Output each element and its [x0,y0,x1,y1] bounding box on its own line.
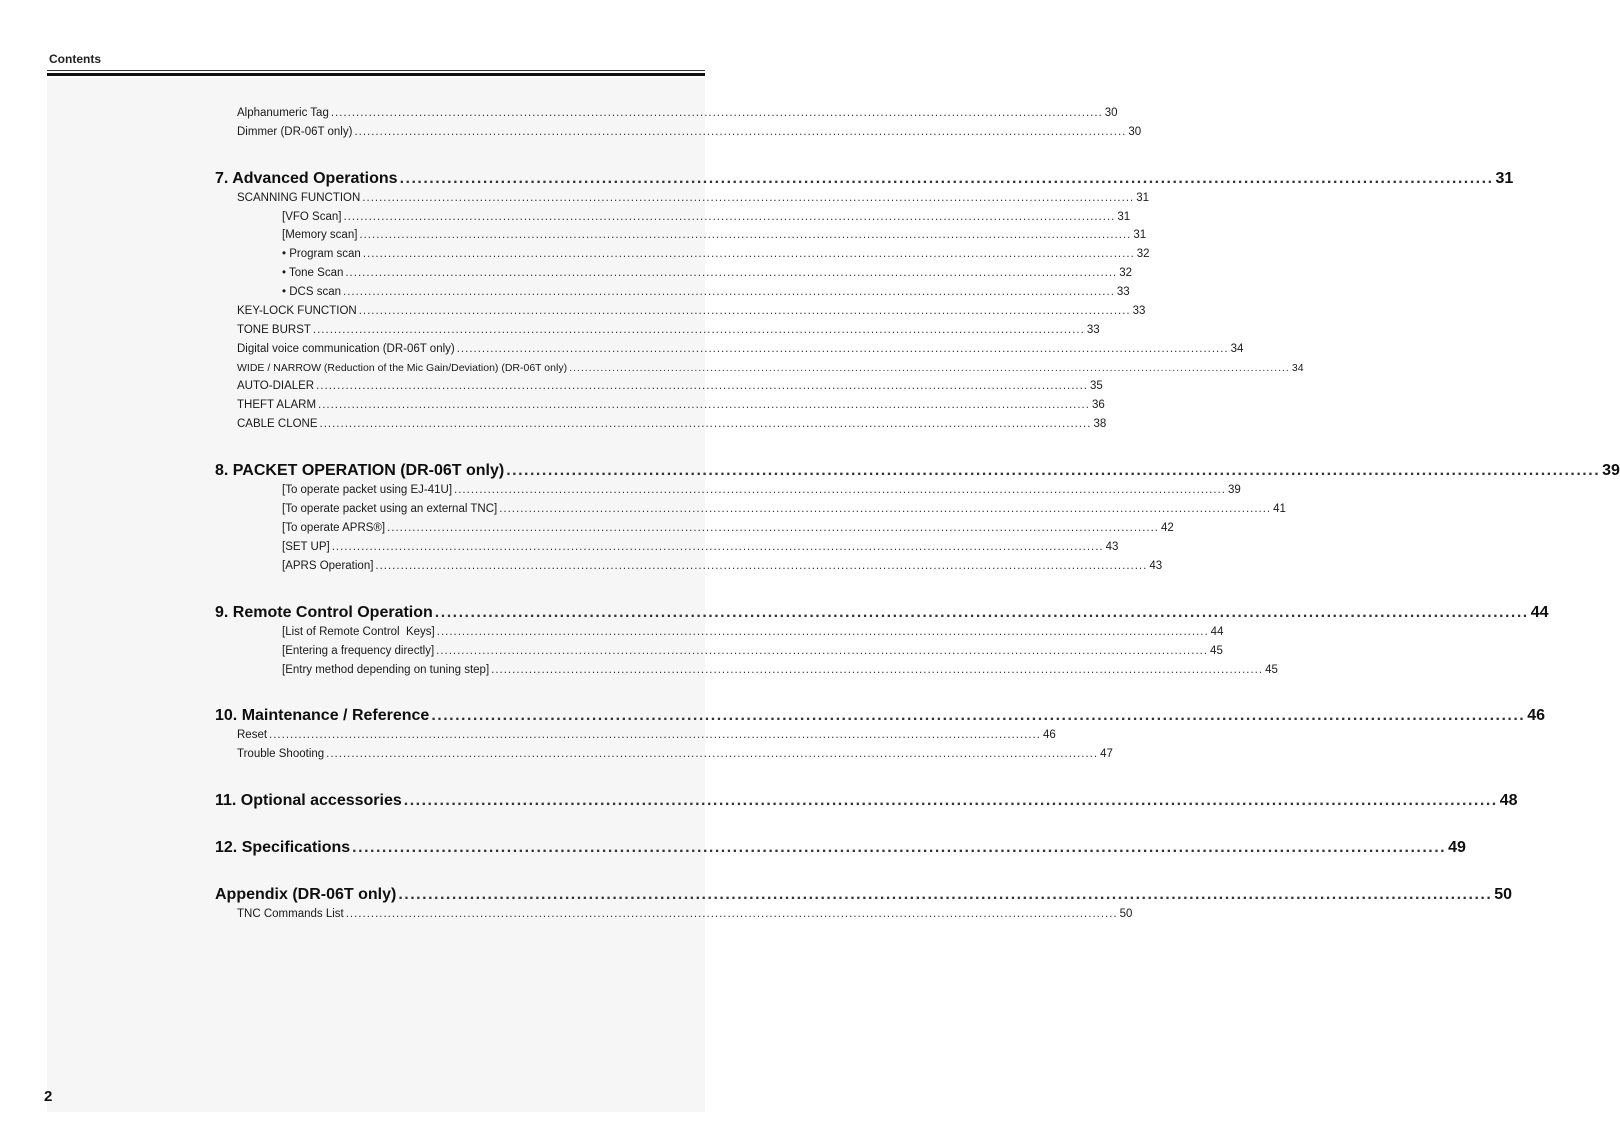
toc-entry-page: 31 [1133,229,1147,241]
toc-entry-title: Trouble Shooting [237,748,325,760]
dot-leader: ........................................................................................................................................................................................ [499,503,1272,515]
dot-leader: ........................................................................................................................................................................................ [456,343,1229,355]
dot-leader: ........................................................................................................................................................................................ [436,626,1209,638]
toc-entry-page: 36 [1091,399,1105,411]
dot-leader: ........................................................................................................................................................................................ [358,305,1131,317]
toc-section-title: Appendix (DR-06T only) [215,886,397,903]
toc-entry[interactable] [237,729,1056,741]
toc-section-heading[interactable] [215,170,1514,188]
toc-entry-page: 46 [1042,729,1056,741]
toc-entry-page: 41 [1273,503,1286,515]
toc-entry-title: Reset [237,729,268,741]
toc-entry[interactable] [282,541,1119,553]
toc-entry[interactable] [237,380,1103,392]
toc-entry-title: [To operate packet using EJ-41U] [282,484,453,496]
toc-section-title: 9. Remote Control Operation [215,604,433,621]
toc-section-heading[interactable] [215,886,1513,904]
dot-leader: ........................................................................................................................................................................................ [330,107,1103,119]
toc-entry-page: 39 [1227,484,1241,496]
dot-leader: ........................................................................................................................................................................................ [352,839,1447,856]
toc-entry[interactable] [237,343,1244,355]
toc-entry[interactable] [282,286,1130,298]
toc-entry-title: [Memory scan] [282,229,358,241]
toc-section-page: 44 [1530,604,1549,621]
toc-entry-title: AUTO-DIALER [237,380,315,392]
dot-leader: ........................................................................................................................................................................................ [491,664,1264,676]
toc-entry[interactable] [237,908,1133,920]
toc-entry-page: 38 [1093,418,1107,430]
page-number: 2 [44,1088,53,1105]
toc-entry-page: 45 [1265,664,1278,676]
toc-entry[interactable] [282,522,1174,534]
toc-entry-title: Digital voice communication (DR-06T only) [237,343,455,355]
toc-entry[interactable] [282,211,1131,223]
toc-section-page: 50 [1494,886,1513,903]
toc-entry-page: 42 [1161,522,1174,534]
dot-leader: ........................................................................................................................................................................................ [431,707,1526,724]
toc-entry-title: [VFO Scan] [282,211,342,223]
dot-leader: ........................................................................................................................................................................................ [312,324,1085,336]
dot-leader: ........................................................................................................................................................................................ [318,399,1090,411]
toc-entry-page: 31 [1136,192,1150,204]
toc-entry-page: 33 [1116,286,1130,298]
toc-section-title: 10. Maintenance / Reference [215,707,430,724]
toc-entry[interactable] [282,645,1223,657]
toc-entry[interactable] [237,192,1150,204]
dot-leader: ........................................................................................................................................................................................ [316,380,1089,392]
toc-entry-title: SCANNING FUNCTION [237,192,361,204]
dot-leader: ........................................................................................................................................................................................ [345,267,1118,279]
dot-leader: ........................................................................................................................................................................................ [434,604,1529,621]
dot-leader: ........................................................................................................................................................................................ [343,211,1116,223]
toc-entry[interactable] [237,399,1105,411]
toc-entry-page: 43 [1149,560,1163,572]
dot-leader: ........................................................................................................................................................................................ [269,729,1041,741]
dot-leader: ........................................................................................................................................................................................ [343,286,1115,298]
toc-section-page: 46 [1527,707,1546,724]
dot-leader: ........................................................................................................................................................................................ [362,248,1135,260]
dot-leader: ........................................................................................................................................................................................ [569,362,1290,374]
toc-section-heading[interactable] [215,839,1466,857]
toc-entry-page: 47 [1100,748,1113,760]
dot-leader: ........................................................................................................................................................................................ [454,484,1226,496]
running-header: Contents [49,52,101,66]
dot-leader: ........................................................................................................................................................................................ [506,462,1601,479]
toc-entry[interactable] [282,503,1286,515]
toc-entry-title: • Tone Scan [282,267,344,279]
toc-section-title: 11. Optional accessories [215,792,402,809]
toc-entry[interactable] [237,748,1113,760]
toc-entry-page: 50 [1119,908,1133,920]
toc-entry-page: 31 [1117,211,1131,223]
dot-leader: ........................................................................................................................................................................................ [403,792,1498,809]
toc-entry[interactable] [237,362,1304,374]
toc-section-page: 49 [1448,839,1466,856]
toc-entry[interactable] [282,229,1147,241]
toc-entry-title: WIDE / NARROW (Reduction of the Mic Gain/Deviation) (DR-06T only) [237,362,568,374]
toc-entry-title: CABLE CLONE [237,418,318,430]
toc-entry[interactable] [237,107,1118,119]
toc-entry-title: [SET UP] [282,541,330,553]
toc-entry-page: 32 [1119,267,1133,279]
toc-entry-page: 33 [1132,305,1146,317]
dot-leader: ........................................................................................................................................................................................ [345,908,1118,920]
toc-entry[interactable] [237,305,1146,317]
toc-entry-page: 30 [1104,107,1118,119]
toc-section-title: 12. Specifications [215,839,351,856]
toc-entry-title: • DCS scan [282,286,341,298]
toc-entry[interactable] [282,484,1241,496]
toc-entry-title: [To operate APRS®] [282,522,386,534]
dot-leader: ........................................................................................................................................................................................ [331,541,1104,553]
toc-entry-title: [To operate packet using an external TNC] [282,503,498,515]
toc-entry-page: 34 [1291,362,1304,374]
toc-entry-title: [Entering a frequency directly] [282,645,435,657]
toc-section-heading[interactable] [215,792,1518,810]
toc-section-page: 48 [1499,792,1518,809]
dot-leader: ........................................................................................................................................................................................ [319,418,1092,430]
toc-entry-page: 32 [1136,248,1150,260]
toc-entry-title: [List of Remote Control Keys] [282,626,435,638]
toc-entry-page: 35 [1090,380,1103,392]
dot-leader: ........................................................................................................................................................................................ [436,645,1209,657]
toc-entry[interactable] [237,418,1107,430]
toc-entry-title: • Program scan [282,248,361,260]
toc-section-heading[interactable] [215,462,1620,480]
dot-leader: ........................................................................................................................................................................................ [375,560,1148,572]
toc-entry-title: KEY-LOCK FUNCTION [237,305,357,317]
toc-entry-page: 33 [1086,324,1100,336]
dot-leader: ........................................................................................................................................................................................ [398,886,1493,903]
toc-entry[interactable] [282,626,1224,638]
toc-entry-title: [APRS Operation] [282,560,374,572]
toc-entry-title: [Entry method depending on tuning step] [282,664,490,676]
dot-leader: ........................................................................................................................................................................................ [387,522,1159,534]
toc-entry[interactable] [282,664,1278,676]
toc-section-page: 31 [1495,170,1514,187]
toc-entry-page: 34 [1230,343,1244,355]
toc-entry[interactable] [237,126,1142,138]
toc-entry-page: 44 [1210,626,1224,638]
toc-section-heading[interactable] [215,707,1546,725]
toc-section-page: 39 [1602,462,1620,479]
toc-entry-title: TONE BURST [237,324,311,336]
toc-section-title: 8. PACKET OPERATION (DR-06T only) [215,462,505,479]
toc-entry-title: Alphanumeric Tag [237,107,329,119]
toc-entry-page: 45 [1210,645,1223,657]
toc-entry-title: TNC Commands List [237,908,344,920]
toc-section-title: 7. Advanced Operations [215,170,398,187]
dot-leader: ........................................................................................................................................................................................ [362,192,1135,204]
toc-entry[interactable] [237,324,1100,336]
dot-leader: ........................................................................................................................................................................................ [359,229,1132,241]
toc-entry-page: 43 [1105,541,1119,553]
dot-leader: ........................................................................................................................................................................................ [399,170,1494,187]
toc-entry[interactable] [282,267,1133,279]
dot-leader: ........................................................................................................................................................................................ [354,126,1127,138]
toc-entry-page: 30 [1128,126,1142,138]
toc-entry-title: THEFT ALARM [237,399,317,411]
toc-section-heading[interactable] [215,604,1549,622]
toc-entry-title: Dimmer (DR-06T only) [237,126,353,138]
dot-leader: ........................................................................................................................................................................................ [326,748,1099,760]
toc-entry[interactable] [282,560,1163,572]
toc-entry[interactable] [282,248,1150,260]
